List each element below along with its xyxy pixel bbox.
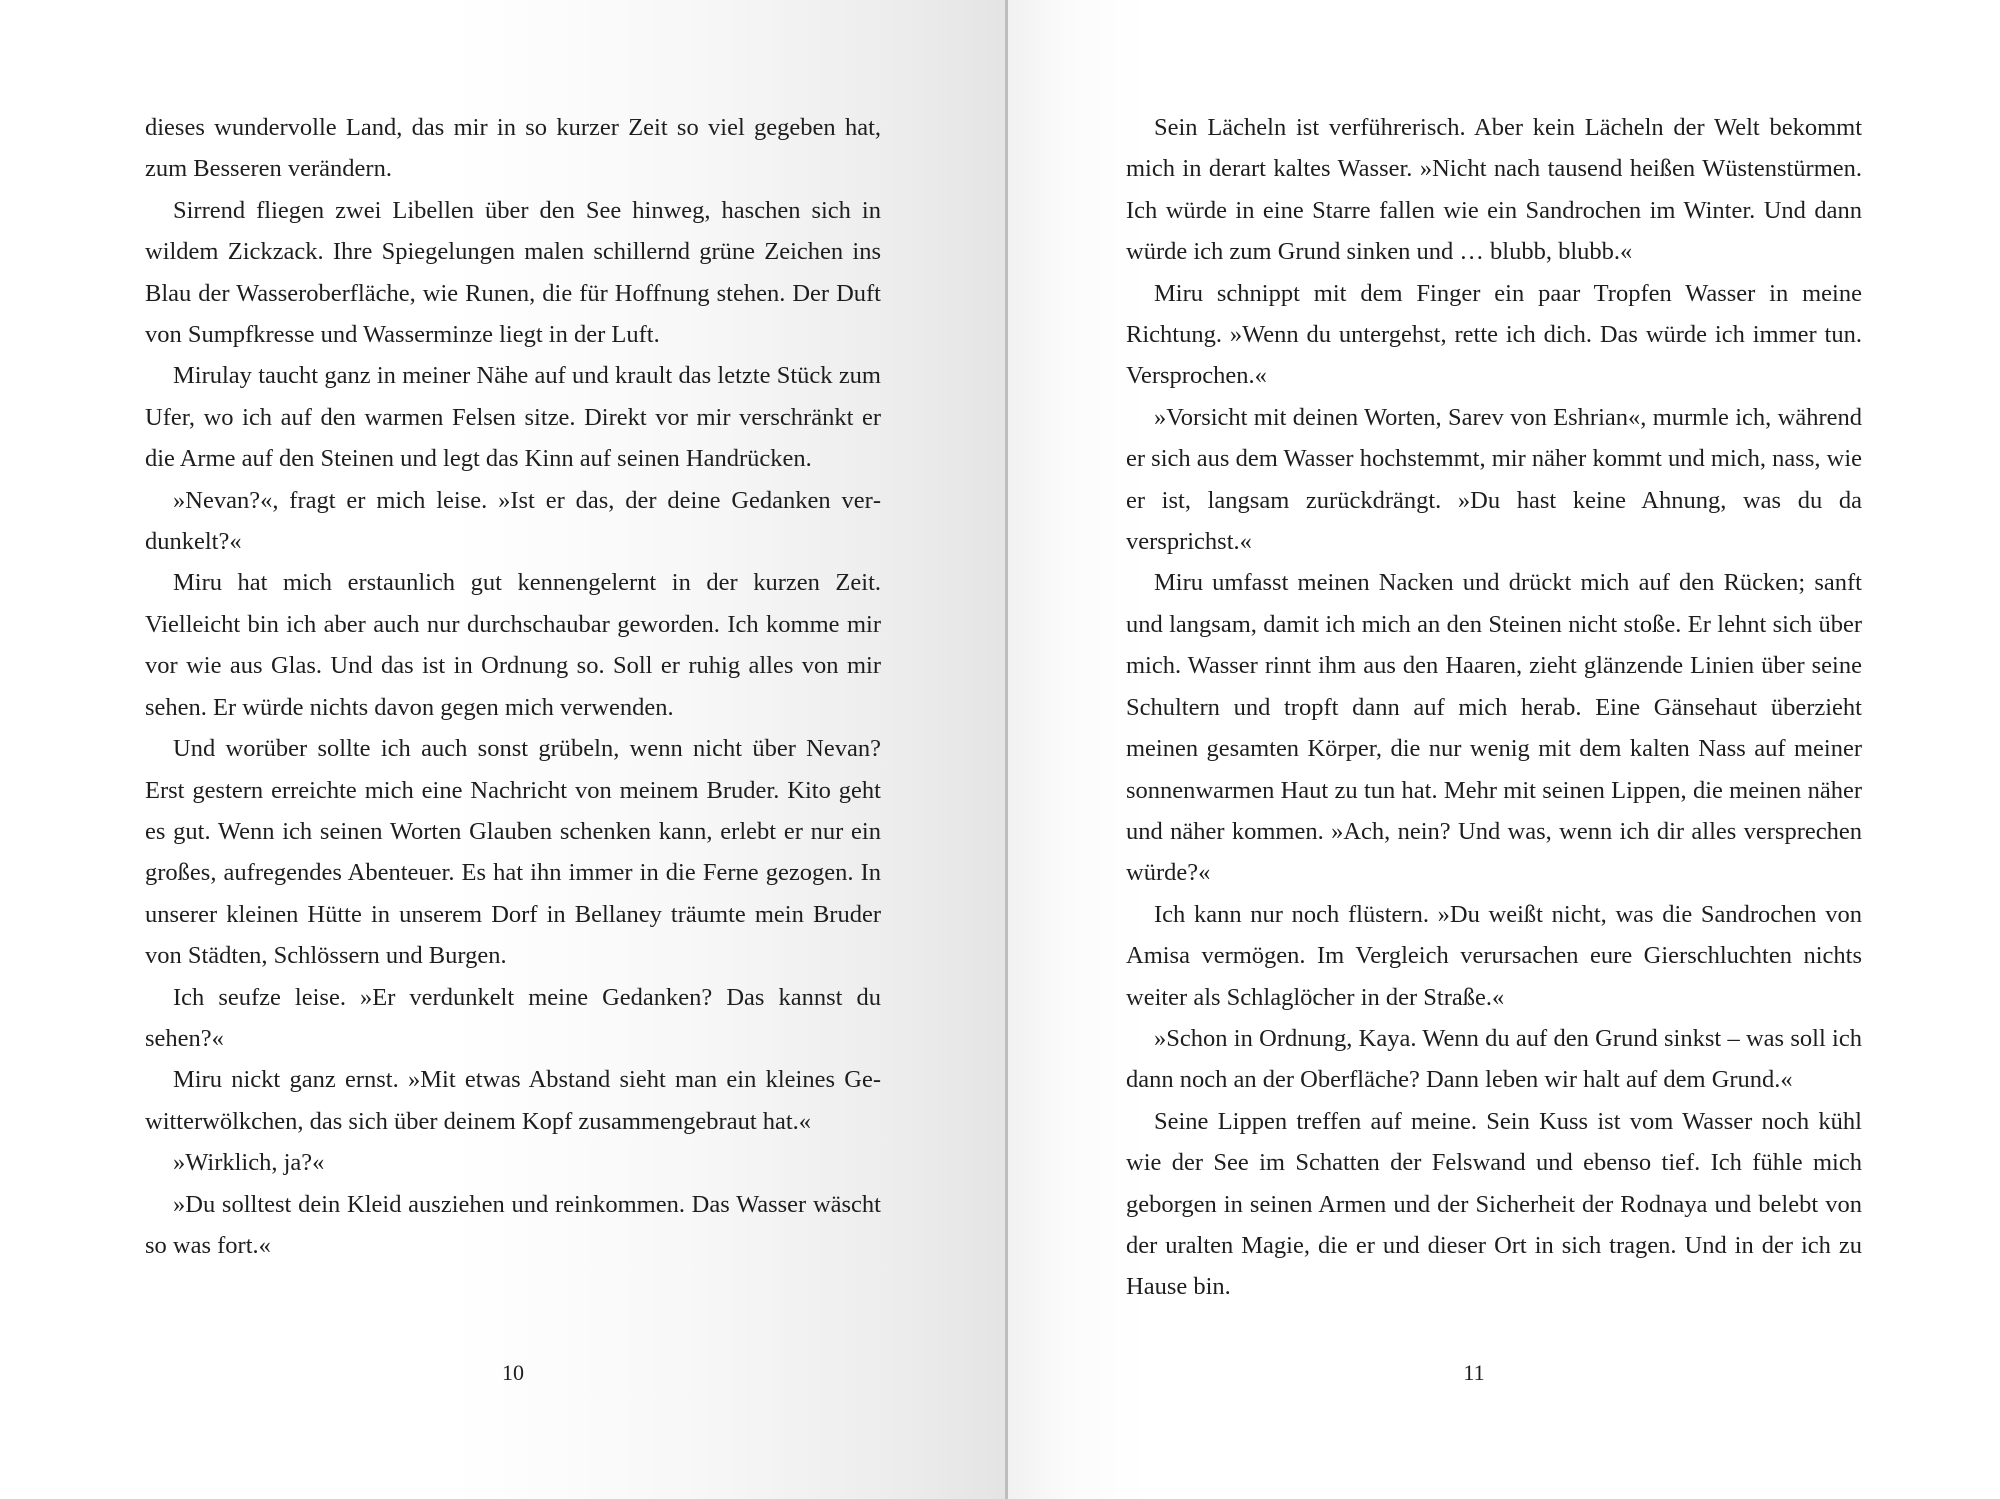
right-page-text [1126, 107, 1862, 1308]
paragraph: Ich seufze leise. »Er verdunkelt meine Gedanken? Das kannst du sehen?« [145, 983, 881, 1052]
paragraph: Miru schnippt mit dem Finger ein paar Tropfen Wasser in meine Richtung. »Wenn du untergehst, rette ich dich. Das würde ich immer tun. Versprochen.« [1126, 279, 1862, 390]
paragraph: »Wirklich, ja?« [173, 1149, 325, 1177]
paragraph: Mirulay taucht ganz in meiner Nähe auf und krault das letzte Stück zum Ufer, wo ich auf den warmen Felsen sitze. Direkt vor mir verschränkt er die Arme auf den Steinen und legt das Kinn auf seinen Handrücken. [145, 362, 881, 473]
paragraph: Sirrend fliegen zwei Libellen über den See hinweg, haschen sich in wildem Zickzack. Ihre Spiegelungen malen schillernd grüne Zeichen ins Blau der Wasseroberfläche, wie Runen, die für Hoffnung stehen. Der Duft von Sumpfkresse und Wasserminze liegt in der Luft. [145, 196, 881, 349]
paragraph: »Nevan?«, fragt er mich leise. »Ist er das, der deine Gedanken verdunkelt?« [145, 486, 881, 556]
paragraph: Miru hat mich erstaunlich gut kennengelernt in der kurzen Zeit. Vielleicht bin ich aber auch nur durchschaubar geworden. Ich komme mir vor wie aus Glas. Und das ist in Ordnung so. Soll er ruhig alles von mir sehen. Er würde nichts davon gegen mich verwenden. [145, 569, 881, 721]
right-page [1008, 0, 2000, 1499]
paragraph: Seine Lippen treffen auf meine. Sein Kuss ist vom Wasser noch kühl wie der See im Schatten der Felswand und ebenso tief. Ich fühle mich geborgen in seinen Armen und der Sicherheit der Rodnaya und belebt von der uralten Magie, die er und dieser Ort in sich tragen. Und in der ich zu Hause bin. [1126, 1107, 1862, 1301]
paragraph: Sein Lächeln ist verführerisch. Aber kein Lächeln der Welt bekommt mich in derart kaltes Wasser. »Nicht nach tausend heißen Wüstenstürmen. Ich würde in eine Starre fallen wie ein Sandrochen im Winter. Und dann würde ich zum Grund sinken und … blubb, blubb.« [1126, 114, 1862, 266]
paragraph: dieses wundervolle Land, das mir in so kurzer Zeit so viel gegeben hat, zum Besseren verändern. [145, 114, 881, 183]
left-page-text [145, 107, 881, 1266]
paragraph: »Vorsicht mit deinen Worten, Sarev von Eshrian«, murmle ich, während er sich aus dem Wasser hochstemmt, mir näher kommt und mich, nass, wie er ist, langsam zurückdrängt. »Du hast keine Ahnung, was du da versprichst.« [1126, 403, 1862, 556]
paragraph: Miru nickt ganz ernst. »Mit etwas Abstand sieht man ein kleines Gewitterwölkchen, das sich über deinem Kopf zusammengebraut hat.« [145, 1066, 881, 1135]
page-number-right: 11 [1463, 1360, 1485, 1385]
paragraph: »Du solltest dein Kleid ausziehen und reinkommen. Das Wasser wäscht so was fort.« [145, 1190, 881, 1259]
paragraph: »Schon in Ordnung, Kaya. Wenn du auf den Grund sinkst – was soll ich dann noch an der Oberfläche? Dann leben wir halt auf dem Grund.« [1126, 1024, 1862, 1094]
paragraph: Und worüber sollte ich auch sonst grübeln, wenn nicht über Nevan? Erst gestern erreichte mich eine Nachricht von meinem Bruder. Kito geht es gut. Wenn ich seinen Worten Glauben schenken kann, erlebt er nur ein großes, aufregendes Abenteuer. Es hat ihn immer in die Ferne gezogen. In unserer kleinen Hütte in unserem Dorf in Bellaney träumte mein Bruder von Städten, Schlössern und Burgen. [145, 735, 881, 970]
paragraph: Miru umfasst meinen Nacken und drückt mich auf den Rücken; sanft und langsam, damit ich mich an den Steinen nicht stoße. Er lehnt sich über mich. Wasser rinnt ihm aus den Haaren, zieht glänzende Linien über seine Schultern und tropft dann auf mich herab. Eine Gänsehaut überzieht meinen gesamten Körper, die nur wenig mit dem kalten Nass auf meiner sonnenwarmen Haut zu tun hat. Mehr mit seinen Lippen, die meinen näher und näher kommen. »Ach, nein? Und was, wenn ich dir alles versprechen würde?« [1126, 569, 1862, 887]
page-number-left: 10 [502, 1360, 524, 1385]
paragraph: Ich kann nur noch flüstern. »Du weißt nicht, was die Sandrochen von Amisa vermögen. Im Vergleich verursachen eure Gierschluchten nichts weiter als Schlaglöcher in der Straße.« [1126, 900, 1862, 1011]
